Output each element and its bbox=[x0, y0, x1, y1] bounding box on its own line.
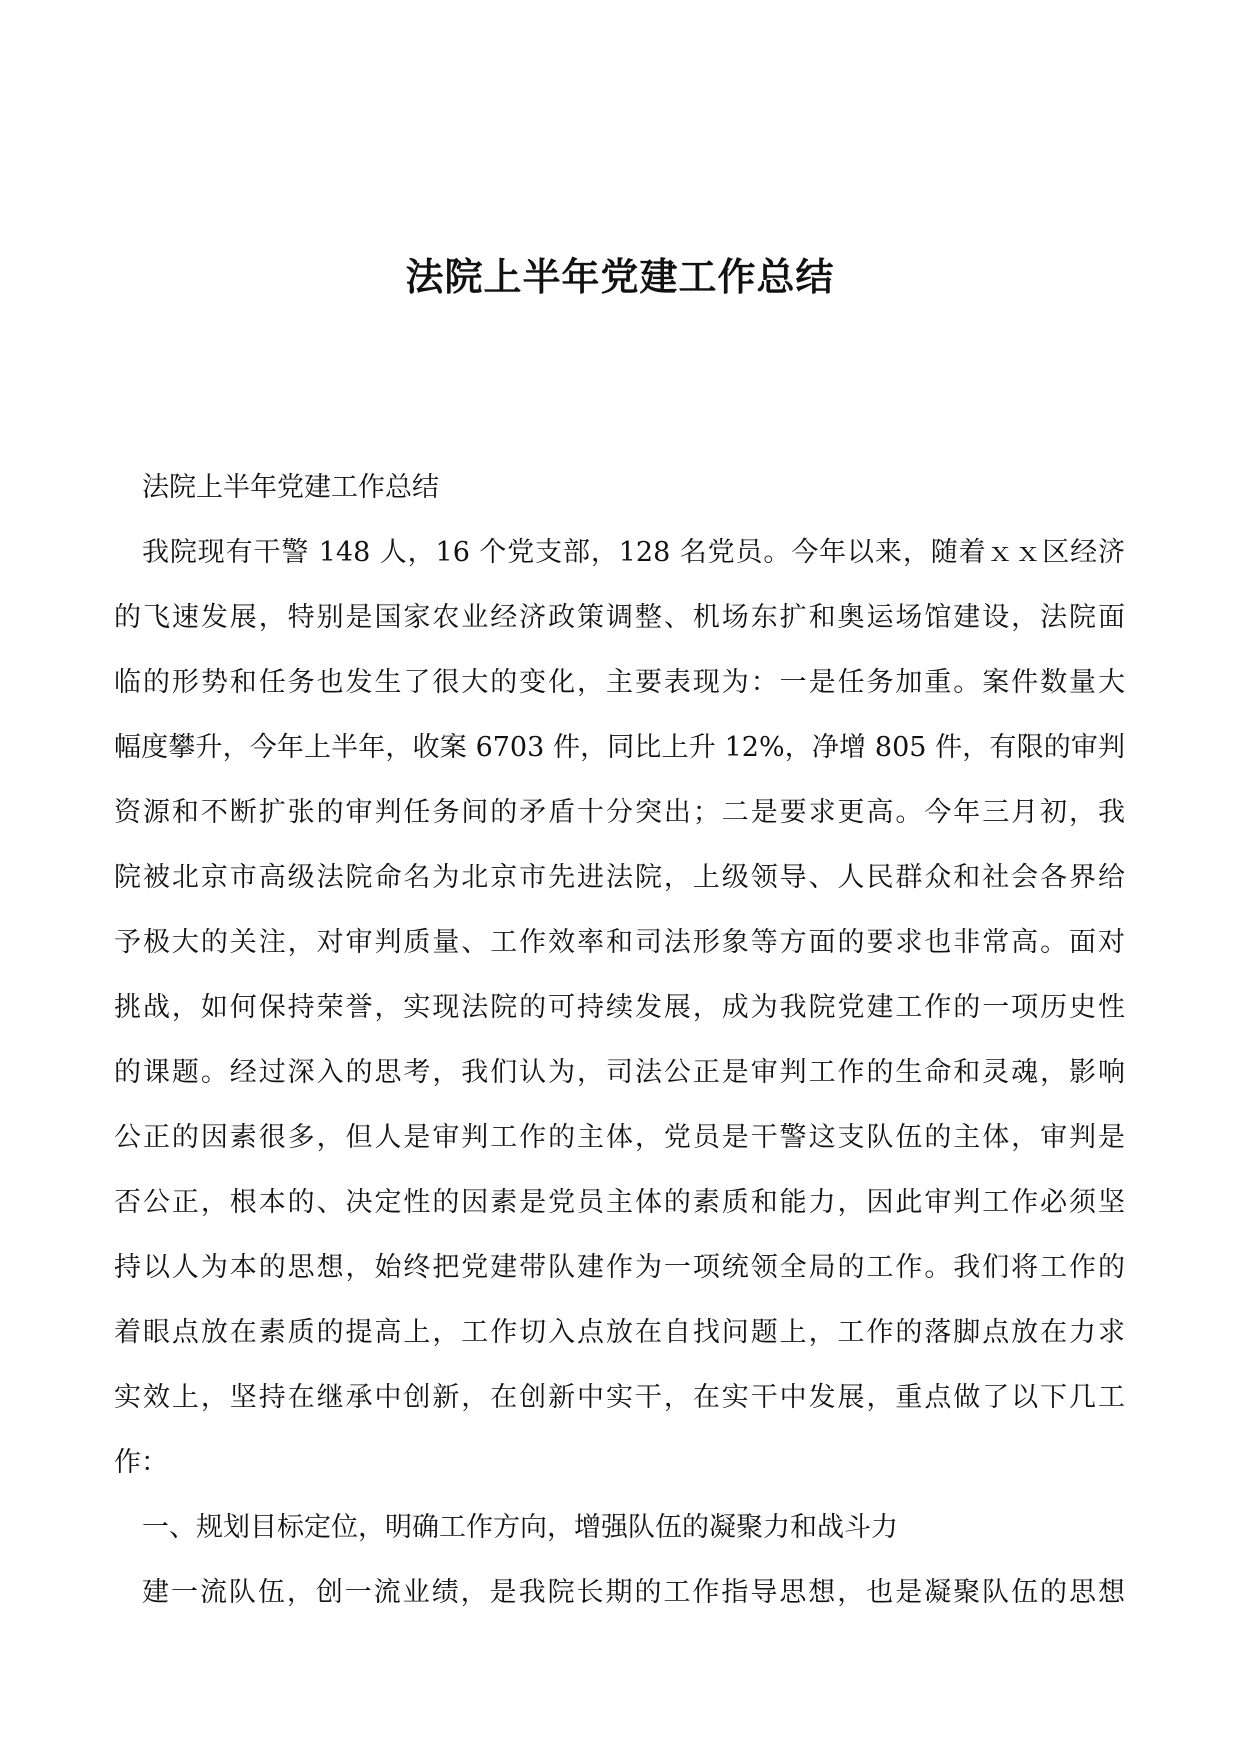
paragraph-line: 着眼点放在素质的提高上，工作切入点放在自找问题上，工作的落脚点放在力求 bbox=[114, 1317, 1125, 1348]
paragraph-line: 否公正，根本的、决定性的因素是党员主体的素质和能力，因此审判工作必须坚 bbox=[114, 1187, 1125, 1218]
paragraph-line: 公正的因素很多，但人是审判工作的主体，党员是干警这支队伍的主体，审判是 bbox=[114, 1122, 1125, 1153]
document-subtitle: 法院上半年党建工作总结 bbox=[142, 472, 439, 503]
document-body bbox=[114, 455, 1125, 1625]
paragraph-line: 实效上，坚持在继承中创新，在创新中实干，在实干中发展，重点做了以下几工 bbox=[114, 1382, 1125, 1413]
paragraph-2-line: 建一流队伍，创一流业绩，是我院长期的工作指导思想，也是凝聚队伍的思想 bbox=[142, 1577, 1125, 1608]
paragraph-line: 资源和不断扩张的审判任务间的矛盾十分突出；二是要求更高。今年三月初，我 bbox=[114, 797, 1125, 828]
paragraph-line: 幅度攀升，今年上半年，收案 6703 件，同比上升 12%，净增 805 件，有限的审判 bbox=[114, 732, 1125, 763]
paragraph-line: 予极大的关注，对审判质量、工作效率和司法形象等方面的要求也非常高。面对 bbox=[114, 927, 1125, 958]
paragraph-line: 持以人为本的思想，始终把党建带队建作为一项统领全局的工作。我们将工作的 bbox=[114, 1252, 1125, 1283]
paragraph-line: 的飞速发展，特别是国家农业经济政策调整、机场东扩和奥运场馆建设，法院面 bbox=[114, 602, 1125, 633]
section-heading: 一、规划目标定位，明确工作方向，增强队伍的凝聚力和战斗力 bbox=[142, 1512, 898, 1543]
paragraph-1 bbox=[114, 520, 1125, 1495]
paragraph-line: 我院现有干警 148 人，16 个党支部，128 名党员。今年以来，随着ｘｘ区经济 bbox=[142, 537, 1125, 568]
paragraph-line: 的课题。经过深入的思考，我们认为，司法公正是审判工作的生命和灵魂，影响 bbox=[114, 1057, 1125, 1088]
paragraph-line: 临的形势和任务也发生了很大的变化，主要表现为：一是任务加重。案件数量大 bbox=[114, 667, 1125, 698]
paragraph-line: 作： bbox=[114, 1447, 168, 1478]
paragraph-line: 挑战，如何保持荣誉，实现法院的可持续发展，成为我院党建工作的一项历史性 bbox=[114, 992, 1125, 1023]
document-title: 法院上半年党建工作总结 bbox=[405, 255, 835, 299]
paragraph-line: 院被北京市高级法院命名为北京市先进法院，上级领导、人民群众和社会各界给 bbox=[114, 862, 1125, 893]
